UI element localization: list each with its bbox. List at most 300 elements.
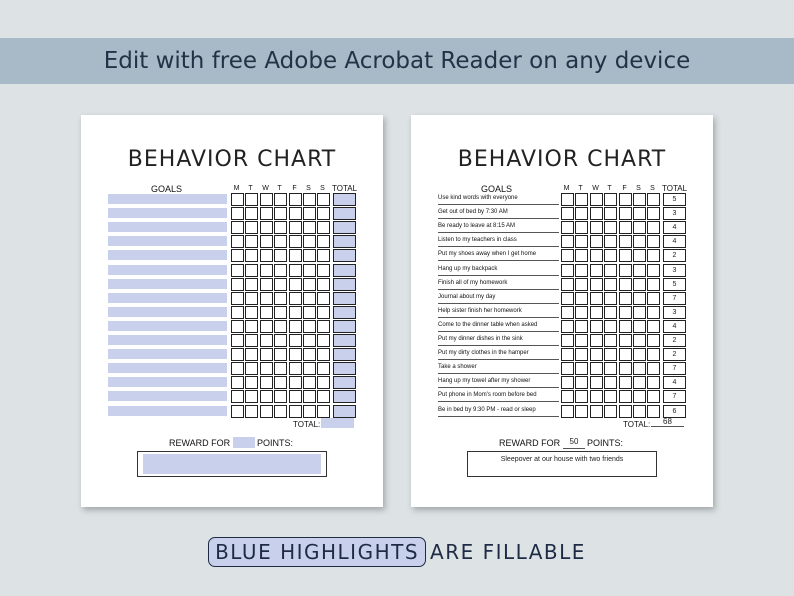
day-checkbox[interactable] [231, 362, 244, 375]
goal-text[interactable]: Finish all of my homework [438, 278, 559, 290]
day-checkbox[interactable] [260, 306, 273, 319]
day-checkbox[interactable] [590, 390, 603, 403]
goal-field[interactable] [108, 250, 227, 260]
day-checkbox[interactable] [231, 320, 244, 333]
day-checkbox[interactable] [590, 348, 603, 361]
grand-total-field[interactable] [321, 418, 354, 428]
day-checkbox[interactable] [303, 221, 316, 234]
day-checkbox[interactable] [647, 348, 660, 361]
day-checkbox[interactable] [231, 348, 244, 361]
goal-field[interactable] [108, 321, 227, 331]
day-checkbox[interactable] [633, 390, 646, 403]
day-checkbox[interactable] [274, 348, 287, 361]
goal-field[interactable] [108, 293, 227, 303]
row-total-field[interactable] [663, 278, 686, 291]
day-checkbox[interactable] [260, 193, 273, 206]
day-checkbox[interactable] [561, 390, 574, 403]
row-total-field[interactable] [333, 249, 356, 262]
goal-text[interactable]: Put phone in Mom's room before bed [438, 390, 559, 402]
day-checkbox[interactable] [231, 221, 244, 234]
day-checkbox[interactable] [289, 348, 302, 361]
day-checkbox[interactable] [633, 292, 646, 305]
day-checkbox[interactable] [245, 348, 258, 361]
day-checkbox[interactable] [303, 235, 316, 248]
row-total-field[interactable] [333, 405, 356, 418]
day-checkbox[interactable] [647, 405, 660, 418]
day-checkbox[interactable] [561, 278, 574, 291]
day-checkbox[interactable] [274, 320, 287, 333]
row-total-field[interactable] [333, 278, 356, 291]
row-total-field[interactable] [663, 221, 686, 234]
day-checkbox[interactable] [289, 376, 302, 389]
day-checkbox[interactable] [561, 221, 574, 234]
day-checkbox[interactable] [575, 376, 588, 389]
day-checkbox[interactable] [561, 193, 574, 206]
day-checkbox[interactable] [231, 334, 244, 347]
day-checkbox[interactable] [647, 306, 660, 319]
day-checkbox[interactable] [303, 264, 316, 277]
day-checkbox[interactable] [231, 306, 244, 319]
row-total-field[interactable] [663, 320, 686, 333]
day-checkbox[interactable] [317, 376, 330, 389]
day-checkbox[interactable] [604, 362, 617, 375]
day-checkbox[interactable] [231, 193, 244, 206]
day-checkbox[interactable] [317, 235, 330, 248]
day-checkbox[interactable] [303, 348, 316, 361]
row-total-field[interactable] [663, 334, 686, 347]
day-checkbox[interactable] [590, 376, 603, 389]
day-checkbox[interactable] [575, 306, 588, 319]
goal-field[interactable] [108, 391, 227, 401]
day-checkbox[interactable] [604, 306, 617, 319]
day-checkbox[interactable] [260, 334, 273, 347]
day-checkbox[interactable] [317, 334, 330, 347]
day-checkbox[interactable] [633, 278, 646, 291]
day-checkbox[interactable] [575, 320, 588, 333]
day-checkbox[interactable] [231, 390, 244, 403]
row-total-field[interactable] [663, 207, 686, 220]
day-checkbox[interactable] [575, 334, 588, 347]
day-checkbox[interactable] [303, 292, 316, 305]
day-checkbox[interactable] [604, 292, 617, 305]
day-checkbox[interactable] [317, 306, 330, 319]
day-checkbox[interactable] [633, 334, 646, 347]
day-checkbox[interactable] [317, 264, 330, 277]
day-checkbox[interactable] [289, 292, 302, 305]
day-checkbox[interactable] [303, 405, 316, 418]
goal-text[interactable]: Hang up my backpack [438, 264, 559, 276]
day-checkbox[interactable] [633, 264, 646, 277]
row-total-field[interactable] [333, 376, 356, 389]
blank-chart-page [81, 115, 383, 507]
day-checkbox[interactable] [274, 405, 287, 418]
day-checkbox[interactable] [289, 207, 302, 220]
day-checkbox[interactable] [317, 405, 330, 418]
day-checkbox[interactable] [647, 292, 660, 305]
day-checkbox[interactable] [647, 221, 660, 234]
goal-text[interactable]: Hang up my towel after my shower [438, 376, 559, 388]
day-checkbox[interactable] [317, 193, 330, 206]
day-checkbox[interactable] [245, 376, 258, 389]
day-checkbox[interactable] [604, 348, 617, 361]
day-checkbox[interactable] [245, 249, 258, 262]
goal-field[interactable] [108, 279, 227, 289]
goal-text[interactable]: Come to the dinner table when asked [438, 320, 559, 332]
day-checkbox[interactable] [604, 334, 617, 347]
day-checkbox[interactable] [575, 405, 588, 418]
day-checkbox[interactable] [619, 334, 632, 347]
day-checkbox[interactable] [619, 235, 632, 248]
day-checkbox[interactable] [590, 249, 603, 262]
day-checkbox[interactable] [561, 348, 574, 361]
day-checkbox[interactable] [260, 221, 273, 234]
day-checkbox[interactable] [590, 235, 603, 248]
day-checkbox[interactable] [590, 306, 603, 319]
day-checkbox[interactable] [561, 264, 574, 277]
day-checkbox[interactable] [303, 249, 316, 262]
day-checkbox[interactable] [575, 264, 588, 277]
grand-total-value[interactable]: 68 [651, 417, 684, 427]
day-checkbox[interactable] [561, 362, 574, 375]
row-total-field[interactable] [333, 264, 356, 277]
day-checkbox[interactable] [604, 249, 617, 262]
day-checkbox[interactable] [289, 235, 302, 248]
day-checkbox[interactable] [619, 278, 632, 291]
day-checkbox[interactable] [289, 362, 302, 375]
day-checkbox[interactable] [231, 235, 244, 248]
day-checkbox[interactable] [260, 292, 273, 305]
day-checkbox[interactable] [561, 292, 574, 305]
day-checkbox[interactable] [575, 348, 588, 361]
day-checkbox[interactable] [274, 221, 287, 234]
row-total-field[interactable] [333, 348, 356, 361]
day-checkbox[interactable] [561, 249, 574, 262]
day-checkbox[interactable] [260, 249, 273, 262]
day-checkbox[interactable] [633, 376, 646, 389]
day-checkbox[interactable] [303, 362, 316, 375]
day-checkbox[interactable] [619, 292, 632, 305]
day-checkbox[interactable] [633, 362, 646, 375]
day-checkbox[interactable] [303, 306, 316, 319]
day-checkbox[interactable] [604, 376, 617, 389]
day-checkbox[interactable] [260, 264, 273, 277]
reward-field[interactable] [143, 454, 321, 474]
day-checkbox[interactable] [260, 376, 273, 389]
day-checkbox[interactable] [604, 264, 617, 277]
day-checkbox[interactable] [317, 320, 330, 333]
day-checkbox[interactable] [289, 390, 302, 403]
day-checkbox[interactable] [231, 249, 244, 262]
goal-field[interactable] [108, 363, 227, 373]
day-checkbox[interactable] [245, 193, 258, 206]
day-checkbox[interactable] [619, 390, 632, 403]
row-total-field[interactable] [333, 306, 356, 319]
day-checkbox[interactable] [604, 320, 617, 333]
goal-row [81, 334, 383, 348]
day-checkbox[interactable] [590, 292, 603, 305]
day-checkbox[interactable] [274, 193, 287, 206]
goal-text[interactable]: Use kind words with everyone [438, 193, 559, 205]
day-checkbox[interactable] [604, 390, 617, 403]
day-checkbox[interactable] [260, 390, 273, 403]
day-checkbox[interactable] [260, 348, 273, 361]
day-checkbox[interactable] [561, 320, 574, 333]
goal-text[interactable]: Take a shower [438, 362, 559, 374]
day-checkbox[interactable] [289, 264, 302, 277]
day-checkbox[interactable] [274, 235, 287, 248]
row-total-field[interactable] [663, 264, 686, 277]
day-checkbox[interactable] [590, 193, 603, 206]
day-checkbox[interactable] [245, 278, 258, 291]
day-checkbox[interactable] [590, 320, 603, 333]
day-checkbox[interactable] [274, 278, 287, 291]
day-checkbox[interactable] [303, 193, 316, 206]
day-checkbox[interactable] [231, 264, 244, 277]
day-checkbox[interactable] [231, 292, 244, 305]
day-checkbox[interactable] [590, 221, 603, 234]
reward-points-value[interactable]: 50 [563, 437, 585, 449]
day-checkbox[interactable] [575, 278, 588, 291]
day-checkbox[interactable] [604, 235, 617, 248]
goal-text[interactable]: Put my shoes away when I get home [438, 249, 559, 261]
day-checkbox[interactable] [289, 405, 302, 418]
day-checkbox[interactable] [647, 207, 660, 220]
day-checkbox[interactable] [575, 193, 588, 206]
goal-text[interactable]: Be in bed by 9:30 PM - read or sleep [438, 405, 559, 417]
day-checkbox[interactable] [260, 207, 273, 220]
total-header: TOTAL [332, 184, 358, 193]
reward-points-field[interactable] [233, 437, 255, 448]
row-total-field[interactable] [333, 320, 356, 333]
row-total-field[interactable] [663, 306, 686, 319]
day-checkbox[interactable] [647, 235, 660, 248]
day-checkbox[interactable] [647, 334, 660, 347]
goal-field[interactable] [108, 222, 227, 232]
goal-field[interactable] [108, 236, 227, 246]
goal-field[interactable] [108, 335, 227, 345]
day-checkbox[interactable] [619, 405, 632, 418]
day-checkbox[interactable] [317, 348, 330, 361]
day-checkbox[interactable] [561, 405, 574, 418]
day-checkbox[interactable] [289, 249, 302, 262]
day-checkbox[interactable] [289, 306, 302, 319]
day-checkbox[interactable] [317, 249, 330, 262]
day-checkbox[interactable] [245, 264, 258, 277]
day-checkbox[interactable] [590, 362, 603, 375]
goal-row [411, 306, 713, 320]
day-checkbox[interactable] [619, 362, 632, 375]
day-checkbox[interactable] [303, 278, 316, 291]
day-checkbox[interactable] [575, 235, 588, 248]
day-checkbox[interactable] [303, 207, 316, 220]
goal-text[interactable]: Be ready to leave at 8:15 AM [438, 221, 559, 233]
goal-text[interactable]: Get out of bed by 7:30 AM [438, 207, 559, 219]
day-checkbox[interactable] [575, 390, 588, 403]
day-checkbox[interactable] [317, 207, 330, 220]
goal-field[interactable] [108, 194, 227, 204]
day-checkbox[interactable] [647, 193, 660, 206]
day-checkbox[interactable] [289, 278, 302, 291]
day-checkbox[interactable] [260, 278, 273, 291]
day-checkbox[interactable] [575, 249, 588, 262]
day-checkbox[interactable] [561, 334, 574, 347]
day-checkbox[interactable] [619, 193, 632, 206]
day-checkbox[interactable] [245, 390, 258, 403]
row-total-field[interactable] [663, 362, 686, 375]
day-checkbox[interactable] [274, 390, 287, 403]
day-checkbox[interactable] [245, 221, 258, 234]
day-checkbox[interactable] [633, 235, 646, 248]
day-checkbox[interactable] [289, 320, 302, 333]
goal-text[interactable]: Put my dirty clothes in the hamper [438, 348, 559, 360]
day-checkbox[interactable] [633, 320, 646, 333]
day-checkbox[interactable] [274, 249, 287, 262]
day-checkbox[interactable] [231, 376, 244, 389]
row-total-field[interactable] [333, 292, 356, 305]
row-total-field[interactable] [333, 235, 356, 248]
day-checkbox[interactable] [575, 221, 588, 234]
day-checkbox[interactable] [274, 376, 287, 389]
day-checkbox[interactable] [604, 221, 617, 234]
day-checkbox[interactable] [575, 207, 588, 220]
row-total-field[interactable] [663, 376, 686, 389]
day-checkbox[interactable] [274, 264, 287, 277]
day-checkbox[interactable] [245, 405, 258, 418]
goal-field[interactable] [108, 377, 227, 387]
day-checkbox[interactable] [633, 193, 646, 206]
day-checkbox[interactable] [590, 334, 603, 347]
day-checkbox[interactable] [231, 405, 244, 418]
day-checkbox[interactable] [260, 235, 273, 248]
day-checkbox[interactable] [619, 249, 632, 262]
day-checkbox[interactable] [633, 306, 646, 319]
day-checkbox[interactable] [274, 334, 287, 347]
day-checkbox[interactable] [289, 221, 302, 234]
day-checkbox[interactable] [289, 193, 302, 206]
day-checkbox[interactable] [289, 334, 302, 347]
day-checkbox[interactable] [245, 334, 258, 347]
row-total-field[interactable] [333, 362, 356, 375]
day-checkbox[interactable] [245, 292, 258, 305]
day-checkbox[interactable] [647, 376, 660, 389]
day-checkbox[interactable] [575, 362, 588, 375]
row-total-field[interactable] [663, 405, 686, 418]
day-checkbox[interactable] [619, 348, 632, 361]
day-checkbox[interactable] [231, 278, 244, 291]
row-total-field[interactable] [663, 348, 686, 361]
day-checkbox[interactable] [619, 376, 632, 389]
day-checkbox[interactable] [274, 292, 287, 305]
day-checkbox[interactable] [590, 207, 603, 220]
day-checkbox[interactable] [317, 292, 330, 305]
goal-field[interactable] [108, 208, 227, 218]
day-checkbox[interactable] [561, 207, 574, 220]
day-checkbox[interactable] [245, 320, 258, 333]
day-checkbox[interactable] [590, 405, 603, 418]
day-checkbox[interactable] [647, 278, 660, 291]
day-checkbox[interactable] [561, 235, 574, 248]
reward-for-label: REWARD FOR [169, 438, 231, 448]
day-checkbox[interactable] [303, 376, 316, 389]
day-checkbox[interactable] [633, 405, 646, 418]
day-checkbox[interactable] [619, 264, 632, 277]
day-checkbox[interactable] [604, 207, 617, 220]
day-checkbox[interactable] [231, 207, 244, 220]
day-checkbox[interactable] [590, 278, 603, 291]
day-checkbox[interactable] [633, 348, 646, 361]
day-checkbox[interactable] [647, 390, 660, 403]
day-checkbox[interactable] [561, 376, 574, 389]
row-total-field[interactable] [333, 334, 356, 347]
day-checkbox[interactable] [245, 207, 258, 220]
day-checkbox[interactable] [590, 264, 603, 277]
day-checkbox[interactable] [303, 334, 316, 347]
day-checkbox[interactable] [647, 362, 660, 375]
day-checkbox[interactable] [317, 362, 330, 375]
row-total-value: 2 [672, 337, 677, 344]
goal-field[interactable] [108, 307, 227, 317]
goal-text[interactable]: Help sister finish her homework [438, 306, 559, 318]
day-checkbox[interactable] [633, 207, 646, 220]
day-checkbox[interactable] [561, 306, 574, 319]
day-checkbox[interactable] [274, 207, 287, 220]
day-checkbox[interactable] [303, 390, 316, 403]
day-checkbox[interactable] [647, 320, 660, 333]
row-total-field[interactable] [333, 193, 356, 206]
row-total-field[interactable] [663, 292, 686, 305]
day-checkbox[interactable] [619, 306, 632, 319]
day-checkbox[interactable] [303, 320, 316, 333]
day-checkbox[interactable] [245, 235, 258, 248]
row-total-field[interactable] [663, 235, 686, 248]
day-checkbox[interactable] [575, 292, 588, 305]
goal-field[interactable] [108, 406, 227, 416]
goal-text[interactable]: Put my dinner dishes in the sink [438, 334, 559, 346]
row-total-field[interactable] [663, 390, 686, 403]
goal-field[interactable] [108, 349, 227, 359]
day-checkbox[interactable] [274, 362, 287, 375]
row-total-field[interactable] [663, 249, 686, 262]
day-checkbox[interactable] [317, 221, 330, 234]
day-checkbox[interactable] [317, 278, 330, 291]
day-checkbox[interactable] [604, 193, 617, 206]
day-checkbox[interactable] [619, 221, 632, 234]
row-total-field[interactable] [333, 390, 356, 403]
day-checkbox[interactable] [604, 278, 617, 291]
goal-field[interactable] [108, 265, 227, 275]
day-checkbox[interactable] [604, 405, 617, 418]
day-checkbox[interactable] [619, 207, 632, 220]
day-checkbox[interactable] [647, 249, 660, 262]
day-checkbox[interactable] [633, 221, 646, 234]
goal-text[interactable]: Journal about my day [438, 292, 559, 304]
day-checkbox[interactable] [245, 306, 258, 319]
reward-text[interactable]: Sleepover at our house with two friends [500, 456, 624, 463]
day-checkbox[interactable] [317, 390, 330, 403]
goal-text[interactable]: Listen to my teachers in class [438, 235, 559, 247]
day-checkbox[interactable] [260, 405, 273, 418]
day-checkbox[interactable] [647, 264, 660, 277]
day-checkbox[interactable] [633, 249, 646, 262]
day-checkbox[interactable] [245, 362, 258, 375]
day-checkbox[interactable] [274, 306, 287, 319]
row-total-field[interactable] [333, 221, 356, 234]
row-total-field[interactable] [663, 193, 686, 206]
day-checkbox[interactable] [260, 362, 273, 375]
day-checkbox[interactable] [619, 320, 632, 333]
day-checkbox[interactable] [260, 320, 273, 333]
row-total-field[interactable] [333, 207, 356, 220]
